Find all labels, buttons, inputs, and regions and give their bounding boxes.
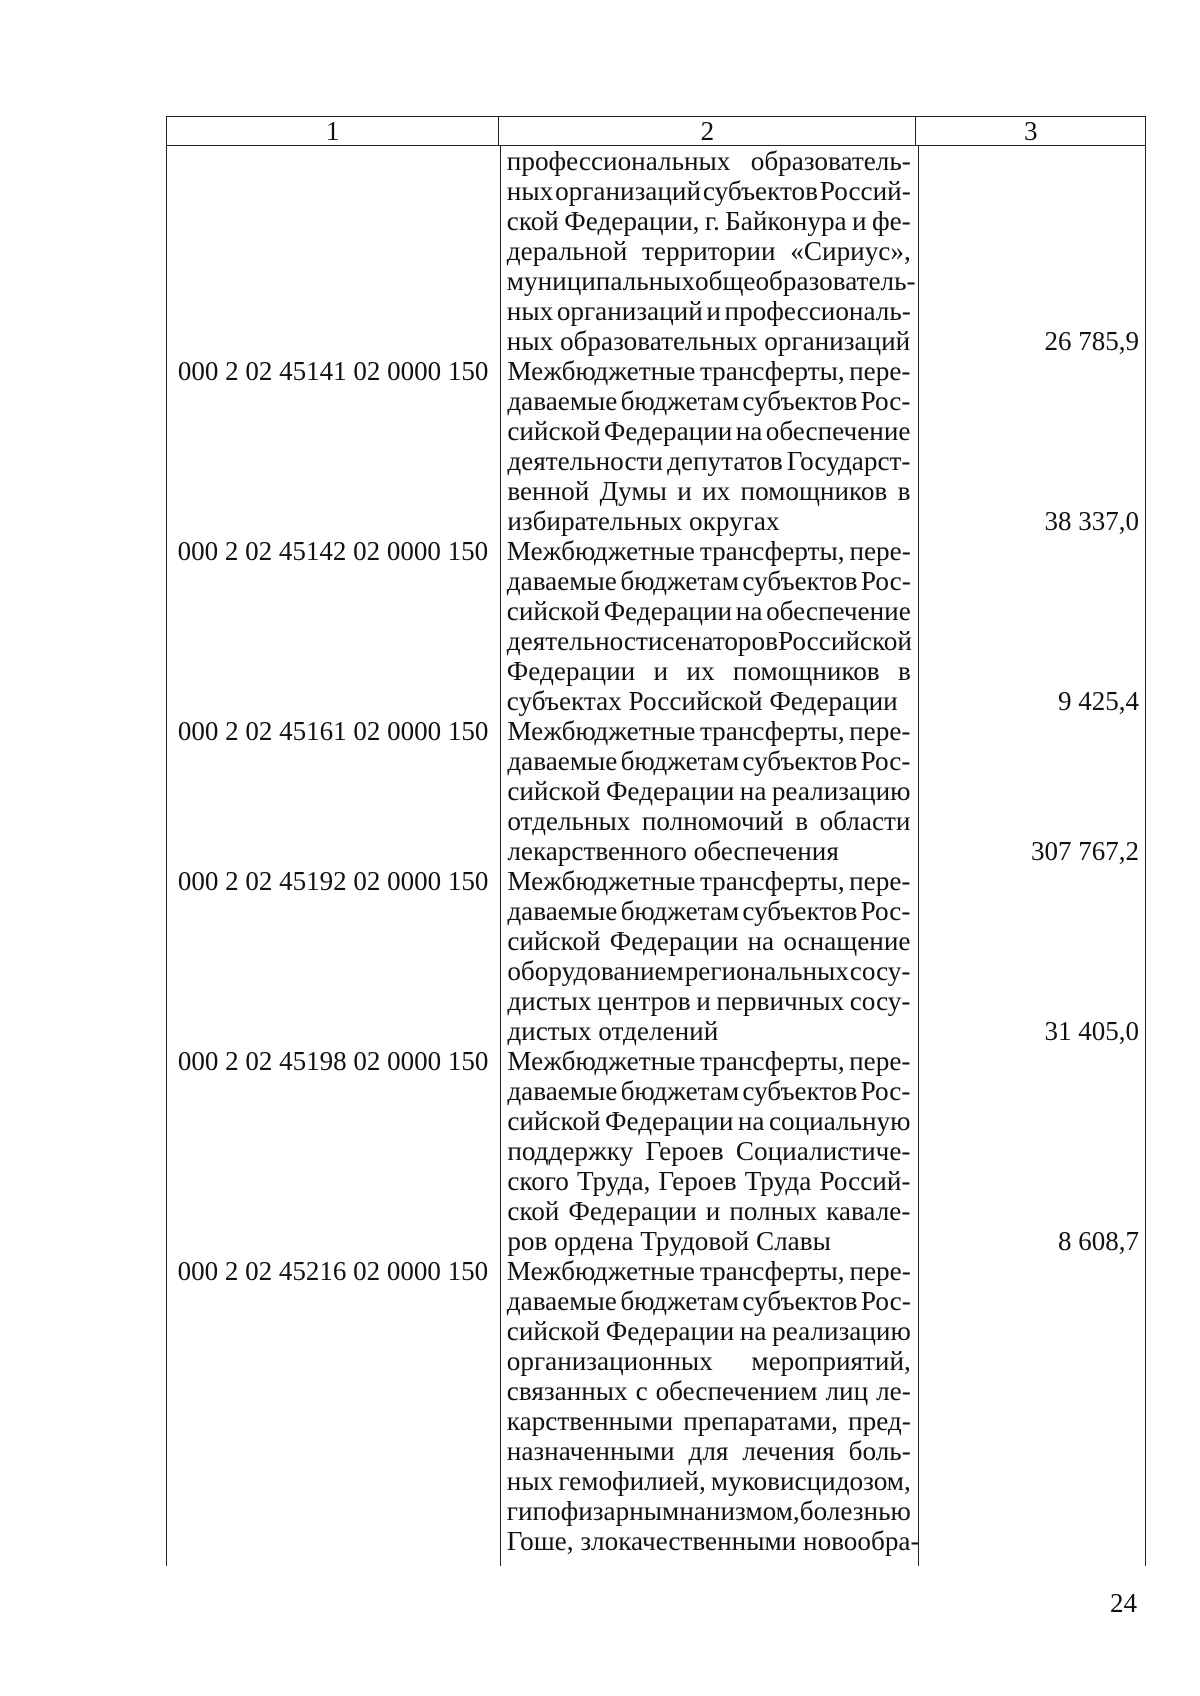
description-line: дистых центров и первичных сосу- (507, 986, 911, 1016)
description-line: Межбюджетные трансферты, пере- (506, 536, 911, 566)
description-line: сийской Федерации на реализацию (507, 776, 911, 806)
budget-table (166, 116, 1146, 1566)
description-line: сийской Федерации на реализацию (506, 1316, 911, 1346)
description-line: ской Федерации и полных кавале- (507, 1196, 911, 1226)
description-line: ского Труда, Героев Труда Россий- (507, 1166, 911, 1196)
header-col-2: 2 (499, 117, 916, 145)
budget-code (167, 146, 499, 356)
description-line: венной Думы и их помощников в (507, 476, 911, 506)
description-line: назначенными для лечения боль- (506, 1436, 911, 1466)
table-row (167, 356, 1145, 536)
description-line: поддержку Героев Социалистиче- (507, 1136, 911, 1166)
description-line: даваемые бюджетам субъектов Рос- (506, 566, 911, 596)
description-line: организационных мероприятий, (506, 1346, 911, 1376)
header-col-1: 1 (167, 117, 499, 145)
budget-code: 000 2 02 45161 02 0000 150 (177, 716, 489, 746)
description-line: даваемые бюджетам субъектов Рос- (507, 746, 911, 776)
row-description (499, 146, 917, 356)
description-line: даваемые бюджетам субъектов Рос- (507, 386, 911, 416)
amount-value: 9 425,4 (1058, 686, 1139, 716)
description-line: отдельных полномочий в области (507, 806, 911, 836)
description-line: даваемые бюджетам субъектов Рос- (506, 1286, 911, 1316)
description-line: даваемые бюджетам субъектов Рос- (507, 1076, 911, 1106)
description-line: Межбюджетные трансферты, пере- (507, 1046, 911, 1076)
budget-code: 000 2 02 45141 02 0000 150 (177, 356, 489, 386)
description-line: сийской Федерации на социальную (507, 1106, 911, 1136)
row-description (499, 866, 916, 1046)
description-line: ных образовательных организаций (506, 326, 911, 356)
description-line: Гоше, злокачественными новообра- (506, 1526, 920, 1556)
page-number: 24 (1110, 1588, 1137, 1618)
description-line: муниципальных общеобразователь- (506, 266, 916, 296)
description-line: сийской Федерации на обеспечение (506, 596, 911, 626)
row-description (499, 356, 916, 536)
budget-code: 000 2 02 45216 02 0000 150 (177, 1256, 489, 1286)
row-description (499, 536, 917, 716)
budget-code: 000 2 02 45198 02 0000 150 (177, 1046, 489, 1076)
description-line: избирательных округах (507, 506, 780, 536)
budget-code: 000 2 02 45142 02 0000 150 (177, 536, 489, 566)
description-line: Межбюджетные трансферты, пере- (507, 356, 911, 386)
rows-container (167, 146, 1145, 1566)
table-row (167, 146, 1145, 356)
table-body (166, 146, 1146, 1566)
description-line: деятельности сенаторов Российской (506, 626, 912, 656)
description-line: Межбюджетные трансферты, пере- (507, 716, 911, 746)
amount-value: 31 405,0 (1044, 1016, 1139, 1046)
header-col-3: 3 (1023, 116, 1038, 146)
table-row (167, 1046, 1145, 1256)
description-line: лекарственного обеспечения (507, 836, 839, 866)
column-divider-1 (500, 146, 501, 1566)
description-line: даваемые бюджетам субъектов Рос- (507, 896, 911, 926)
amount-value: 38 337,0 (1044, 506, 1139, 536)
table-row (167, 866, 1145, 1046)
description-line: оборудованием региональных сосу- (507, 956, 911, 986)
column-divider-2 (918, 146, 919, 1566)
description-line: ров ордена Трудовой Славы (507, 1226, 831, 1256)
description-line: деятельности депутатов Государст- (507, 446, 911, 476)
description-line: ных организаций и профессиональ- (506, 296, 911, 326)
description-line: ных организаций субъектов Россий- (506, 176, 911, 206)
description-line: деральной территории «Сириус», (506, 236, 911, 266)
description-line: сийской Федерации на оснащение (507, 926, 911, 956)
description-line: Межбюджетные трансферты, пере- (506, 1256, 911, 1286)
amount-value (917, 1256, 1145, 1556)
description-line: связанных с обеспечением лиц ле- (506, 1376, 911, 1406)
table-header (166, 116, 1146, 146)
description-line: дистых отделений (507, 1016, 719, 1046)
table-row (167, 716, 1145, 866)
description-line: Межбюджетные трансферты, пере- (507, 866, 911, 896)
row-description (499, 716, 916, 866)
table-row (167, 536, 1145, 716)
budget-code: 000 2 02 45192 02 0000 150 (177, 866, 489, 896)
amount-value: 307 767,2 (1031, 836, 1139, 866)
amount-value: 8 608,7 (1058, 1226, 1139, 1256)
description-line: карственными препаратами, пред- (506, 1406, 911, 1436)
description-line: сийской Федерации на обеспечение (507, 416, 911, 446)
table-row (167, 1256, 1145, 1556)
description-line: субъектах Российской Федерации (506, 686, 898, 716)
row-description (499, 1256, 920, 1556)
description-line: профессиональных образователь- (506, 146, 911, 176)
amount-value: 26 785,9 (1044, 326, 1139, 356)
description-line: Федерации и их помощников в (506, 656, 911, 686)
row-description (499, 1046, 916, 1256)
description-line: ных гемофилией, муковисцидозом, (506, 1466, 911, 1496)
description-line: ской Федерации, г. Байконура и фе- (506, 206, 911, 236)
description-line: гипофизарным нанизмом, болезнью (506, 1496, 911, 1526)
